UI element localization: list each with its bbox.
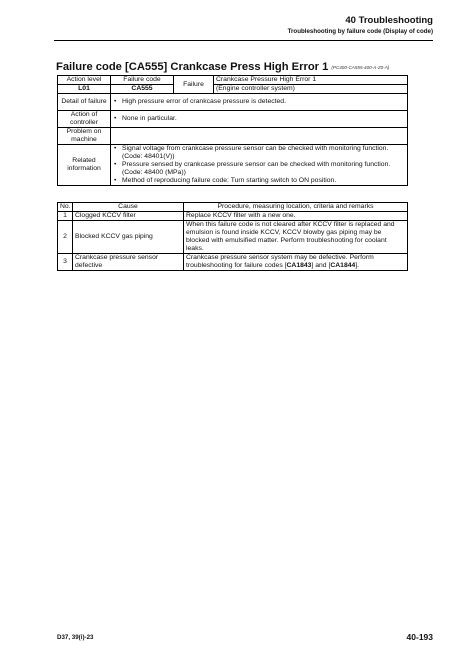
- related-item: • Signal voltage from crankcase pressure sensor can be checked with monitoring function. (Code: 48401(V)): [113, 145, 405, 161]
- row-cause: Clogged KCCV filter: [73, 212, 184, 221]
- problem-cell: [111, 128, 408, 145]
- action-level-value: L01: [58, 85, 111, 94]
- table-row: [58, 254, 408, 271]
- cause-header: Cause: [73, 203, 184, 212]
- page-number: 40-193: [406, 632, 433, 642]
- detail-item: • High pressure error of crankcase pressure is detected.: [113, 98, 405, 106]
- info-value-row: [58, 85, 408, 94]
- row-procedure: [184, 254, 408, 271]
- related-cell: [111, 145, 408, 186]
- failure-code-label: Failure code: [111, 76, 174, 85]
- procedure-text: ].: [355, 262, 360, 269]
- procedure-header: Procedure, measuring location, criteria and remarks: [184, 203, 408, 212]
- cause-table: [57, 202, 408, 271]
- problem-label: Problem on machine: [58, 128, 111, 145]
- no-header: No.: [58, 203, 73, 212]
- row-number: 2: [58, 221, 73, 254]
- action-level-label: Action level: [58, 76, 111, 85]
- failure-system: (Engine controller system): [214, 85, 408, 94]
- problem-row: [58, 128, 408, 145]
- action-item: • None in particular.: [113, 115, 405, 123]
- failure-info-table: [57, 75, 408, 186]
- action-label: Action of controller: [58, 111, 111, 128]
- footer-model: D37, 39(i)-23: [57, 634, 94, 641]
- failure-name: Crankcase Pressure High Error 1: [214, 76, 408, 85]
- procedure-text: Crankcase pressure sensor system may be defective. Perform troubleshooting for failure codes [: [186, 254, 374, 269]
- action-row: [58, 111, 408, 128]
- related-item: • Pressure sensed by crankcase pressure sensor can be checked with monitoring function. (Code: 48400 (MPa)): [113, 161, 405, 177]
- failure-code-ref: CA1844: [330, 262, 356, 269]
- related-row: [58, 145, 408, 186]
- action-cell: [111, 111, 408, 128]
- row-procedure: Replace KCCV filter with a new one.: [184, 212, 408, 221]
- row-cause: Crankcase pressure sensor defective: [73, 254, 184, 271]
- detail-row: [58, 94, 408, 111]
- document-code: (PC400-CA555-400-A-Z0-A): [331, 65, 390, 70]
- failure-code-value: CA555: [111, 85, 174, 94]
- row-number: 1: [58, 212, 73, 221]
- page-title: [56, 57, 389, 75]
- row-cause: Blocked KCCV gas piping: [73, 221, 184, 254]
- page-header: [288, 15, 433, 36]
- chapter-title: 40 Troubleshooting: [345, 15, 433, 26]
- table-row: [58, 221, 408, 254]
- failure-code-ref: CA1843: [286, 262, 312, 269]
- row-number: 3: [58, 254, 73, 271]
- failure-label: Failure: [174, 76, 214, 94]
- row-procedure: When this failure code is not cleared after KCCV filter is replaced and emulsion is found inside KCCV, KCCV blowby gas piping may be blocked with emulsified matter. Perform troubleshooting for coolant leaks.: [184, 221, 408, 254]
- info-header-row: [58, 76, 408, 85]
- related-item: • Method of reproducing failure code: Turn starting switch to ON position.: [113, 177, 405, 185]
- related-label: Related information: [58, 145, 111, 186]
- failure-code-title: Failure code [CA555] Crankcase Press High Error 1: [56, 61, 329, 73]
- cause-header-row: [58, 203, 408, 212]
- procedure-text: ] and [: [311, 262, 331, 269]
- detail-label: Detail of failure: [58, 94, 111, 111]
- table-row: [58, 212, 408, 221]
- detail-cell: [111, 94, 408, 111]
- header-rule: [54, 40, 433, 41]
- chapter-subtitle: Troubleshooting by failure code (Display of code): [287, 28, 433, 35]
